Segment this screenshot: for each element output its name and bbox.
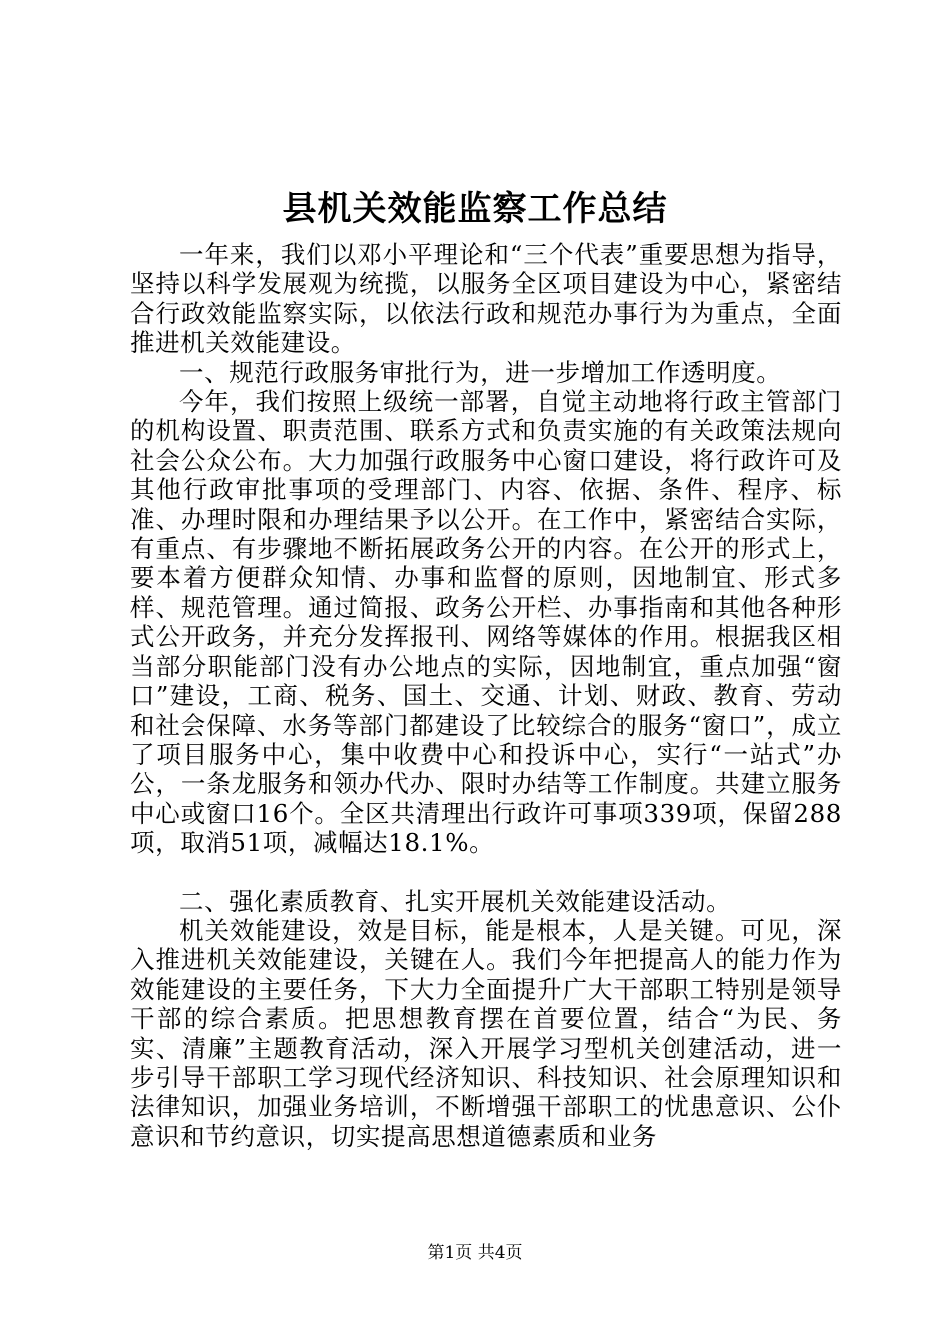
intro-paragraph: 一年来，我们以邓小平理论和“三个代表”重要思想为指导，坚持以科学发展观为统揽，以服务全区项目建设为中心，紧密结合行政效能监察实际，以依法行政和规范办事行为为重点，全面推进机关效能建设。: [130, 240, 842, 358]
document-title: 县机关效能监察工作总结: [282, 189, 668, 229]
section-heading-2: 二、强化素质教育、扎实开展机关效能建设活动。: [179, 886, 732, 916]
section-2-paragraph: 机关效能建设，效是目标，能是根本，人是关键。可见，深入推进机关效能建设，关键在人。我们今年把提高人的能力作为效能建设的主要任务，下大力全面提升广大干部职工特别是领导干部的综合素质。把思想教育摆在首要位置，结合“为民、务实、清廉”主题教育活动，深入开展学习型机关创建活动，进一步引导干部职工学习现代经济知识、科技知识、社会原理知识和法律知识，加强业务培训，不断增强干部职工的忧患意识、公仆意识和节约意识，切实提高思想道德素质和业务: [130, 915, 842, 1151]
section-1-paragraph: 今年，我们按照上级统一部署，自觉主动地将行政主管部门的机构设置、职责范围、联系方式和负责实施的有关政策法规向社会公众公布。大力加强行政服务中心窗口建设，将行政许可及其他行政审批事项的受理部门、内容、依据、条件、程序、标准、办理时限和办理结果予以公开。在工作中，紧密结合实际，有重点、有步骤地不断拓展政务公开的内容。在公开的形式上，要本着方便群众知情、办事和监督的原则，因地制宜、形式多样、规范管理。通过简报、政务公开栏、办事指南和其他各种形式公开政务，并充分发挥报刊、网络等媒体的作用。根据我区相当部分职能部门没有办公地点的实际，因地制宜，重点加强“窗口”建设，工商、税务、国土、交通、计划、财政、教育、劳动和社会保障、水务等部门都建设了比较综合的服务“窗口”，成立了项目服务中心，集中收费中心和投诉中心，实行“一站式”办公，一条龙服务和领办代办、限时办结等工作制度。共建立服务中心或窗口16个。全区共清理出行政许可事项339项，保留288项，取消51项，减幅达18.1%。: [130, 387, 842, 858]
section-heading-1: 一、规范行政服务审批行为，进一步增加工作透明度。: [179, 357, 782, 387]
document-body: [130, 240, 842, 1151]
paragraph-spacer: [130, 858, 842, 887]
page-footer: 第1页 共4页: [427, 1243, 523, 1263]
